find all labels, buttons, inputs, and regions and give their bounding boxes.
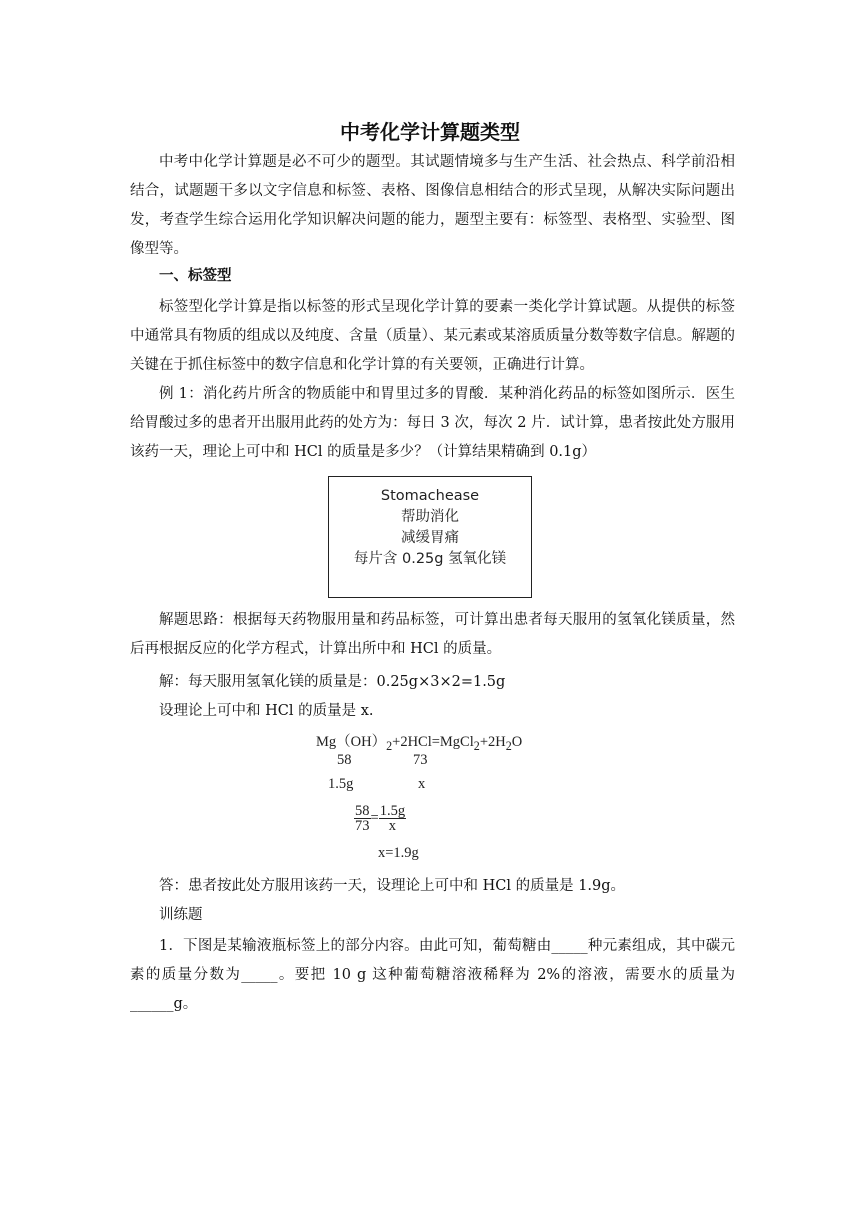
example-1-question: 例 1：消化药片所含的物质能中和胃里过多的胃酸．某种消化药品的标签如图所示．医生给胃酸过多的患者开出服用此药的处方为：每日 3 次，每次 2 片．试计算，患者按此处方服用该药一天，理论上可中和 HCl 的质量是多少？（计算结果精确到 0.1g） (130, 386, 735, 460)
given-mass: 1.5g (328, 776, 354, 792)
training-question-1: 1．下图是某输液瓶标签上的部分内容。由此可知，葡萄糖由_____种元素组成，其中碳元素的质量分数为_____。要把 10 g 这种葡萄糖溶液稀释为 2%的溶液，需要水的质量为______g。 (130, 938, 735, 1012)
label-brand: Stomachease (380, 488, 480, 504)
training-heading: 训练题 (159, 907, 203, 923)
section-description: 标签型化学计算是指以标签的形式呈现化学计算的要素一类化学计算试题。从提供的标签中通常具有物质的组成以及纯度、含量（质量）、某元素或某溶质质量分数等数字信息。解题的关键在于抓住标签中的数字信息和化学计算的有关要领，正确进行计算。 (130, 299, 735, 373)
section-heading-label-type: 一、标签型 (159, 268, 232, 284)
fraction-right: $\frac{1.5g}{x}$ (379, 803, 406, 834)
label-line-content: 每片含 0.25g 氢氧化镁 (353, 551, 507, 567)
equation-result: x=1.9g (378, 845, 419, 861)
chemical-equation: $Mg(OH)_2+2HCl=MgCl_2+2H_2O$ (316, 734, 523, 753)
solution-step-1: 解：每天服用氢氧化镁的质量是：0.25g×3×2=1.5g (159, 674, 506, 690)
label-line-pain: 减缓胃痛 (401, 530, 459, 546)
molar-mass-mg-oh2: 58 (337, 752, 352, 768)
medicine-label-image (328, 476, 532, 598)
molar-mass-hcl: 73 (413, 752, 428, 768)
solution-thinking: 解题思路：根据每天药物服用量和药品标签，可计算出患者每天服用的氢氧化镁质量，然后再根据反应的化学方程式，计算出所中和 HCl 的质量。 (130, 612, 735, 657)
intro-paragraph: 中考中化学计算题是必不可少的题型。其试题情境多与生产生活、社会热点、科学前沿相结合，试题题干多以文字信息和标签、表格、图像信息相结合的形式呈现，从解决实际问题出发，考查学生综合运用化学知识解决问题的能力，题型主要有：标签型、表格型、实验型、图像型等。 (130, 154, 735, 257)
fraction-left: $\frac{58}{73}$ (355, 803, 370, 834)
answer-text: 答：患者按此处方服用该药一天，设理论上可中和 HCl 的质量是 1.9g。 (159, 878, 626, 894)
unknown-mass: x (418, 776, 426, 792)
proportion-equation: $\frac{58}{73}$ = $\frac{1.5g}{x}$ (355, 803, 406, 834)
solution-step-2: 设理论上可中和 HCl 的质量是 x. (159, 703, 374, 719)
label-line-digest: 帮助消化 (401, 509, 459, 525)
page-title: 中考化学计算题类型 (340, 120, 520, 144)
